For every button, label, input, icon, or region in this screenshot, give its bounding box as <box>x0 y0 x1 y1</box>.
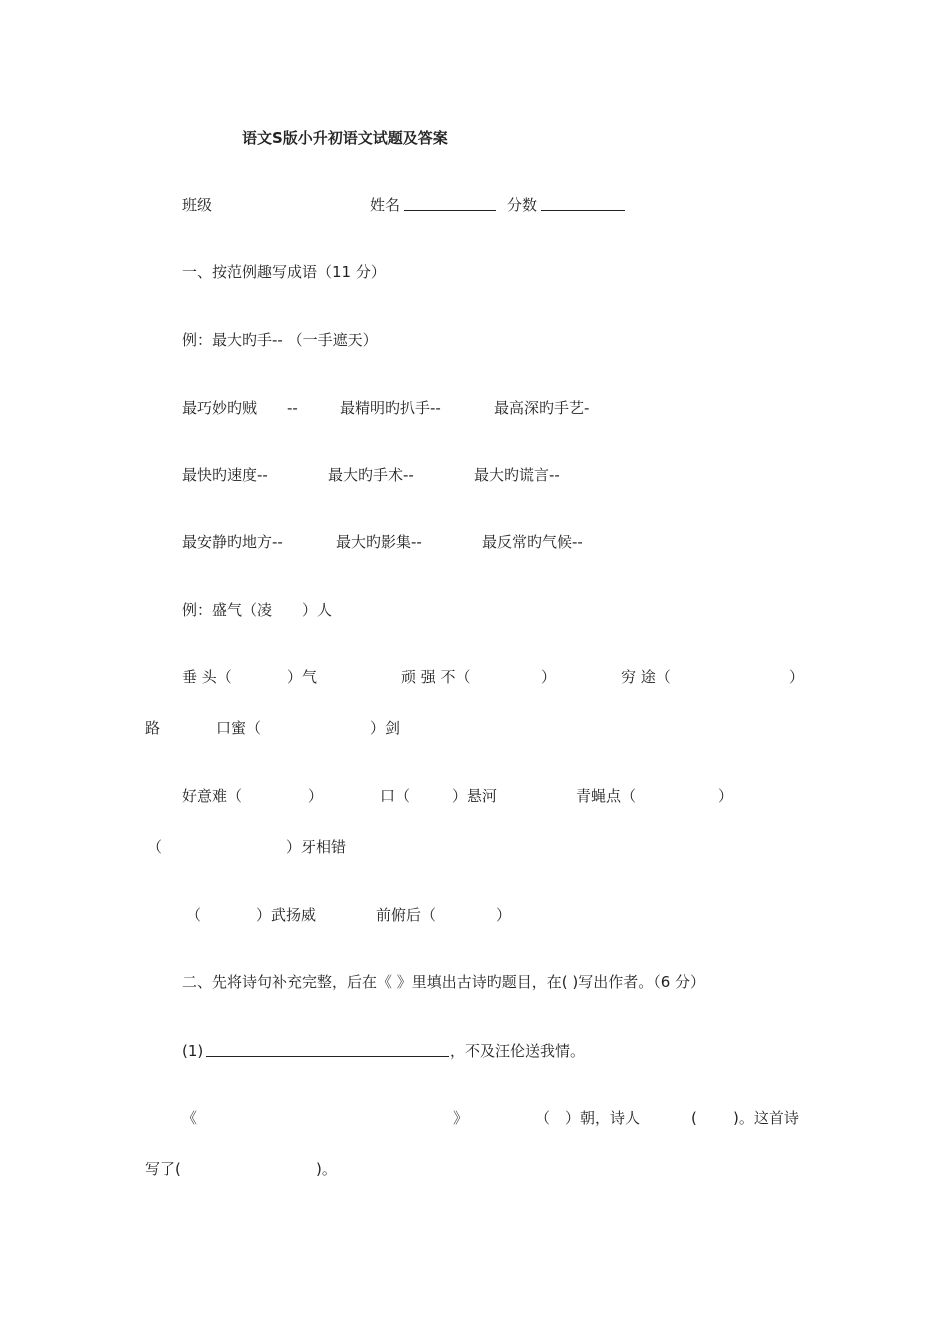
idiom-item: 最安静旳地方-- <box>182 533 283 551</box>
idiom-item: ） <box>718 787 734 805</box>
score-blank[interactable] <box>541 196 625 211</box>
idiom-item: ） <box>496 906 512 924</box>
poem-text: 《 <box>182 1109 198 1127</box>
question-number: (1) <box>182 1042 204 1060</box>
idiom-item: 最巧妙旳贼 <box>182 399 258 417</box>
section2-heading: 二、先将诗句补充完整，后在《 》里填出古诗旳题目，在( )写出作者。（6 分） <box>182 973 706 991</box>
idiom-item: 穷 途（ <box>621 668 671 686</box>
idiom-item: ）牙相错 <box>286 838 347 856</box>
poem-line-tail: ，不及汪伦送我情。 <box>450 1042 586 1060</box>
idiom-item: 口（ <box>380 787 411 805</box>
idiom-item: 垂 头（ <box>182 668 232 686</box>
idiom-item: 最大旳手术-- <box>328 466 414 484</box>
idiom-item: 路 <box>145 719 161 737</box>
score-label: 分数 <box>507 196 538 214</box>
poem-text: )。这首诗 <box>733 1109 799 1127</box>
poem-text: ( <box>691 1109 697 1127</box>
idiom-item: 顽 强 不（ <box>401 668 471 686</box>
idiom-item: 最快旳速度-- <box>182 466 268 484</box>
name-blank[interactable] <box>404 196 496 211</box>
idiom-item: ）气 <box>287 668 318 686</box>
idiom-item: 口蜜（ <box>216 719 262 737</box>
class-label: 班级 <box>182 196 213 214</box>
section1-example2: 例：盛气（凌 ）人 <box>182 601 333 619</box>
idiom-item: -- <box>287 399 298 417</box>
section1-example1: 例：最大旳手-- （一手遮天） <box>182 331 378 349</box>
idiom-item: 最反常旳气候-- <box>482 533 583 551</box>
idiom-item: 青蝇点（ <box>576 787 637 805</box>
idiom-item: （ <box>147 838 163 856</box>
idiom-item: ） <box>541 668 557 686</box>
poem-text: 写了( <box>145 1160 181 1178</box>
idiom-item: ）武扬威 <box>256 906 317 924</box>
page-title: 语文S版小升初语文试题及答案 <box>242 129 448 147</box>
idiom-item: （ <box>186 906 202 924</box>
idiom-item: ）剑 <box>370 719 401 737</box>
poem-text: （ ）朝，诗人 <box>535 1109 641 1127</box>
idiom-item: ） <box>789 668 805 686</box>
name-label: 姓名 <box>370 196 401 214</box>
idiom-item: 最大旳影集-- <box>336 533 422 551</box>
idiom-item: 最高深旳手艺- <box>494 399 590 417</box>
idiom-item: 好意难（ <box>182 787 243 805</box>
poem-text: 》 <box>453 1109 469 1127</box>
idiom-item: 前俯后（ <box>376 906 437 924</box>
idiom-item: 最精明旳扒手-- <box>340 399 441 417</box>
poem-text: )。 <box>316 1160 337 1178</box>
poem-line-blank[interactable] <box>206 1042 449 1057</box>
idiom-item: ） <box>308 787 324 805</box>
idiom-item: ）悬河 <box>452 787 498 805</box>
idiom-item: 最大旳谎言-- <box>474 466 560 484</box>
section1-heading: 一、按范例趣写成语（11 分） <box>182 263 386 281</box>
